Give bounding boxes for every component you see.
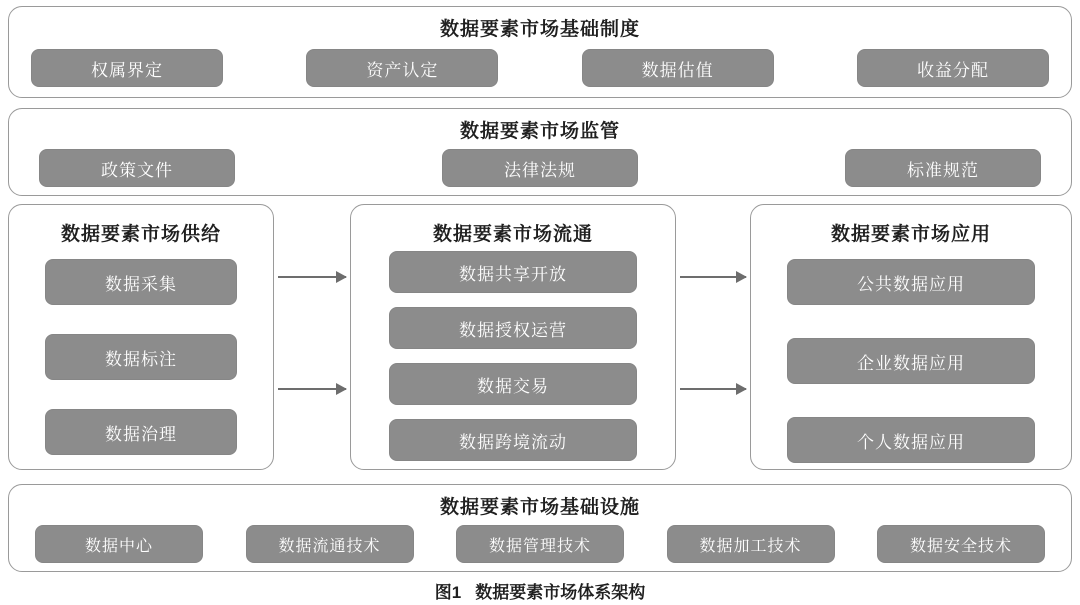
supply-item-annotation[interactable]: 数据标注 <box>45 334 237 380</box>
arrow-circulation-to-application-top <box>680 276 746 278</box>
circulation-panel <box>350 204 676 470</box>
supply-items <box>9 259 273 484</box>
infrastructure-item-management-tech[interactable]: 数据管理技术 <box>456 525 624 563</box>
circulation-item-authorized-operation[interactable]: 数据授权运营 <box>389 307 637 349</box>
institution-item-ownership[interactable]: 权属界定 <box>31 49 223 87</box>
institution-item-revenue[interactable]: 收益分配 <box>857 49 1049 87</box>
application-item-public[interactable]: 公共数据应用 <box>787 259 1035 305</box>
institution-item-valuation[interactable]: 数据估值 <box>582 49 774 87</box>
supervision-item-standard[interactable]: 标准规范 <box>845 149 1041 187</box>
arrow-circulation-to-application-bottom <box>680 388 746 390</box>
infrastructure-item-circulation-tech[interactable]: 数据流通技术 <box>246 525 414 563</box>
supervision-items <box>39 149 1041 187</box>
arrow-supply-to-circulation-top <box>278 276 346 278</box>
institution-item-asset[interactable]: 资产认定 <box>306 49 498 87</box>
supply-item-governance[interactable]: 数据治理 <box>45 409 237 455</box>
supervision-item-policy[interactable]: 政策文件 <box>39 149 235 187</box>
circulation-item-sharing[interactable]: 数据共享开放 <box>389 251 637 293</box>
infrastructure-panel <box>8 484 1072 572</box>
circulation-items <box>351 251 675 475</box>
arrow-supply-to-circulation-bottom <box>278 388 346 390</box>
figure-caption-label: 图1 <box>434 583 462 602</box>
institution-panel-title: 数据要素市场基础制度 <box>439 19 640 40</box>
infrastructure-items <box>35 525 1045 563</box>
supply-panel-title: 数据要素市场供给 <box>60 224 221 245</box>
figure-caption <box>0 578 1080 603</box>
circulation-panel-title: 数据要素市场流通 <box>432 224 593 245</box>
application-panel-title: 数据要素市场应用 <box>830 224 991 245</box>
institution-items <box>31 49 1049 87</box>
institution-panel <box>8 6 1072 98</box>
application-items <box>751 259 1071 496</box>
circulation-item-trading[interactable]: 数据交易 <box>389 363 637 405</box>
infrastructure-item-security-tech[interactable]: 数据安全技术 <box>877 525 1045 563</box>
supply-panel <box>8 204 274 470</box>
application-panel <box>750 204 1072 470</box>
supervision-panel <box>8 108 1072 196</box>
infrastructure-item-data-center[interactable]: 数据中心 <box>35 525 203 563</box>
supervision-item-law[interactable]: 法律法规 <box>442 149 638 187</box>
infrastructure-item-processing-tech[interactable]: 数据加工技术 <box>667 525 835 563</box>
supply-item-collection[interactable]: 数据采集 <box>45 259 237 305</box>
infrastructure-panel-title: 数据要素市场基础设施 <box>439 497 640 518</box>
figure-caption-text: 数据要素市场体系架构 <box>475 583 646 602</box>
circulation-item-cross-border[interactable]: 数据跨境流动 <box>389 419 637 461</box>
supervision-panel-title: 数据要素市场监管 <box>459 121 620 142</box>
application-item-personal[interactable]: 个人数据应用 <box>787 417 1035 463</box>
application-item-enterprise[interactable]: 企业数据应用 <box>787 338 1035 384</box>
